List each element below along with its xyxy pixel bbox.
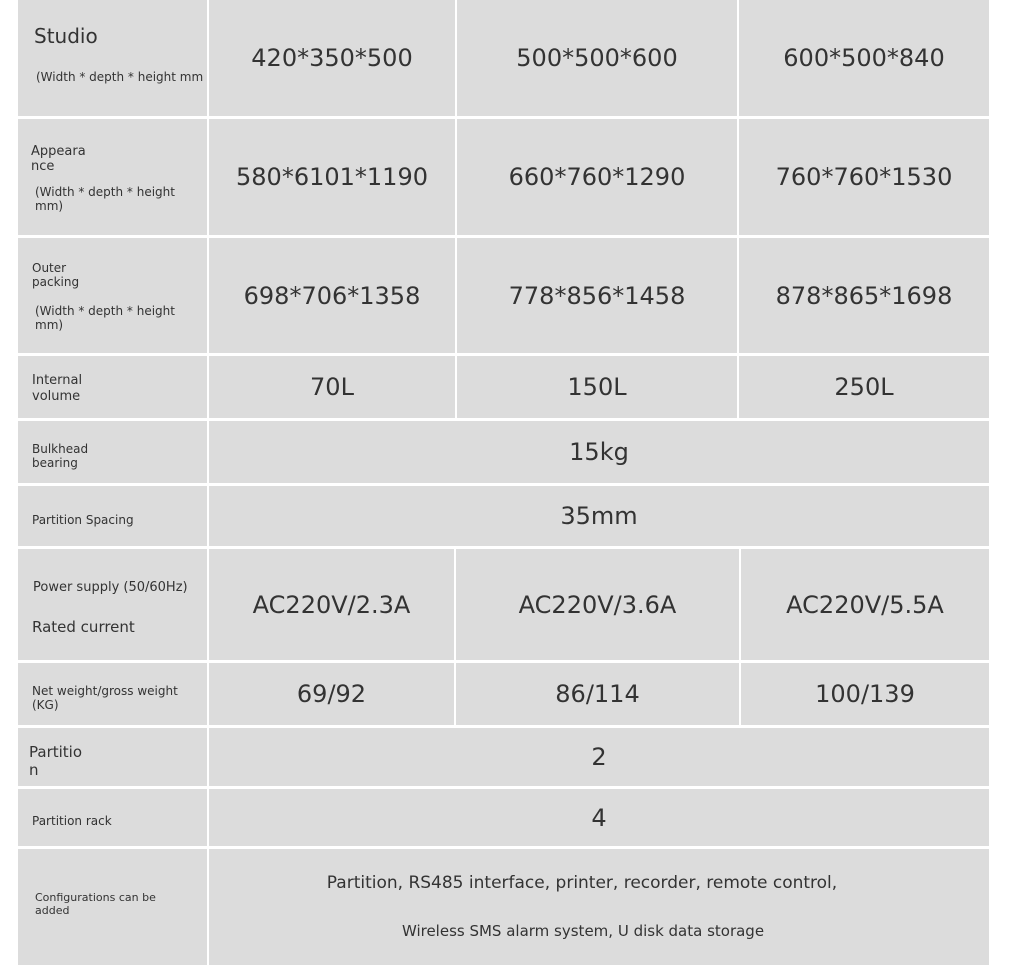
label-configurations: [18, 849, 207, 965]
weight-value-2: 86/114: [456, 663, 739, 725]
partition-title-2: n: [29, 761, 39, 779]
bulkhead-title-1: Bulkhead: [32, 442, 89, 456]
label-bulkhead-bearing: [18, 421, 207, 483]
appearance-value-2: 660*760*1290: [457, 119, 737, 235]
appearance-sub-1: (Width * depth * height: [35, 185, 175, 199]
config-title-1: Configurations can be: [35, 891, 156, 904]
appearance-value-3: 760*760*1530: [739, 119, 989, 235]
volume-value-3: 250L: [739, 356, 989, 418]
appearance-sub-2: mm): [35, 199, 64, 213]
label-outer-packing: [18, 238, 207, 353]
bulkhead-value: 15kg: [209, 421, 989, 483]
label-power-supply: [18, 549, 207, 660]
studio-value-1: 420*350*500: [209, 0, 455, 116]
outer-value-2: 778*856*1458: [457, 238, 737, 353]
power-value-2: AC220V/3.6A: [456, 549, 739, 660]
volume-title-1: Internal: [32, 373, 83, 388]
studio-title: Studio: [34, 24, 98, 48]
studio-value-2: 500*500*600: [457, 0, 737, 116]
partition-title-1: Partitio: [29, 743, 83, 761]
config-line-1: Partition, RS485 interface, printer, recorder, remote control,: [326, 873, 838, 893]
spacing-value: 35mm: [209, 486, 989, 546]
outer-sub-1: (Width * depth * height: [35, 304, 175, 318]
label-studio: [18, 0, 207, 116]
appearance-value-1: 580*6101*1190: [209, 119, 455, 235]
label-partition: [18, 728, 207, 786]
weight-value-3: 100/139: [741, 663, 989, 725]
label-partition-rack: [18, 789, 207, 846]
label-net-weight: [18, 663, 207, 725]
label-partition-spacing: [18, 486, 207, 546]
bulkhead-title-2: bearing: [32, 456, 78, 470]
rack-title: Partition rack: [32, 814, 112, 828]
outer-title-2: packing: [32, 275, 80, 289]
weight-title-1: Net weight/gross weight: [32, 684, 178, 698]
label-internal-volume: [18, 356, 207, 418]
outer-sub-2: mm): [35, 318, 64, 332]
outer-value-1: 698*706*1358: [209, 238, 455, 353]
studio-sub: (Width * depth * height mm: [36, 70, 204, 84]
power-title-1: Power supply (50/60Hz): [33, 580, 188, 595]
partition-value: 2: [209, 728, 989, 786]
outer-value-3: 878*865*1698: [739, 238, 989, 353]
outer-title-1: Outer: [32, 261, 67, 275]
appearance-title-2: nce: [31, 159, 55, 174]
volume-value-2: 150L: [457, 356, 737, 418]
studio-value-3: 600*500*840: [739, 0, 989, 116]
volume-value-1: 70L: [209, 356, 455, 418]
spacing-title: Partition Spacing: [32, 513, 134, 527]
config-title-2: added: [35, 904, 70, 917]
weight-value-1: 69/92: [209, 663, 454, 725]
config-value: [209, 849, 989, 965]
label-appearance: [18, 119, 207, 235]
power-value-1: AC220V/2.3A: [209, 549, 454, 660]
power-value-3: AC220V/5.5A: [741, 549, 989, 660]
volume-title-2: volume: [32, 389, 81, 404]
power-title-2: Rated current: [32, 618, 135, 636]
appearance-title-1: Appeara: [31, 144, 86, 159]
weight-title-2: (KG): [32, 698, 59, 712]
config-line-2: Wireless SMS alarm system, U disk data storage: [401, 922, 765, 940]
rack-value: 4: [209, 789, 989, 846]
